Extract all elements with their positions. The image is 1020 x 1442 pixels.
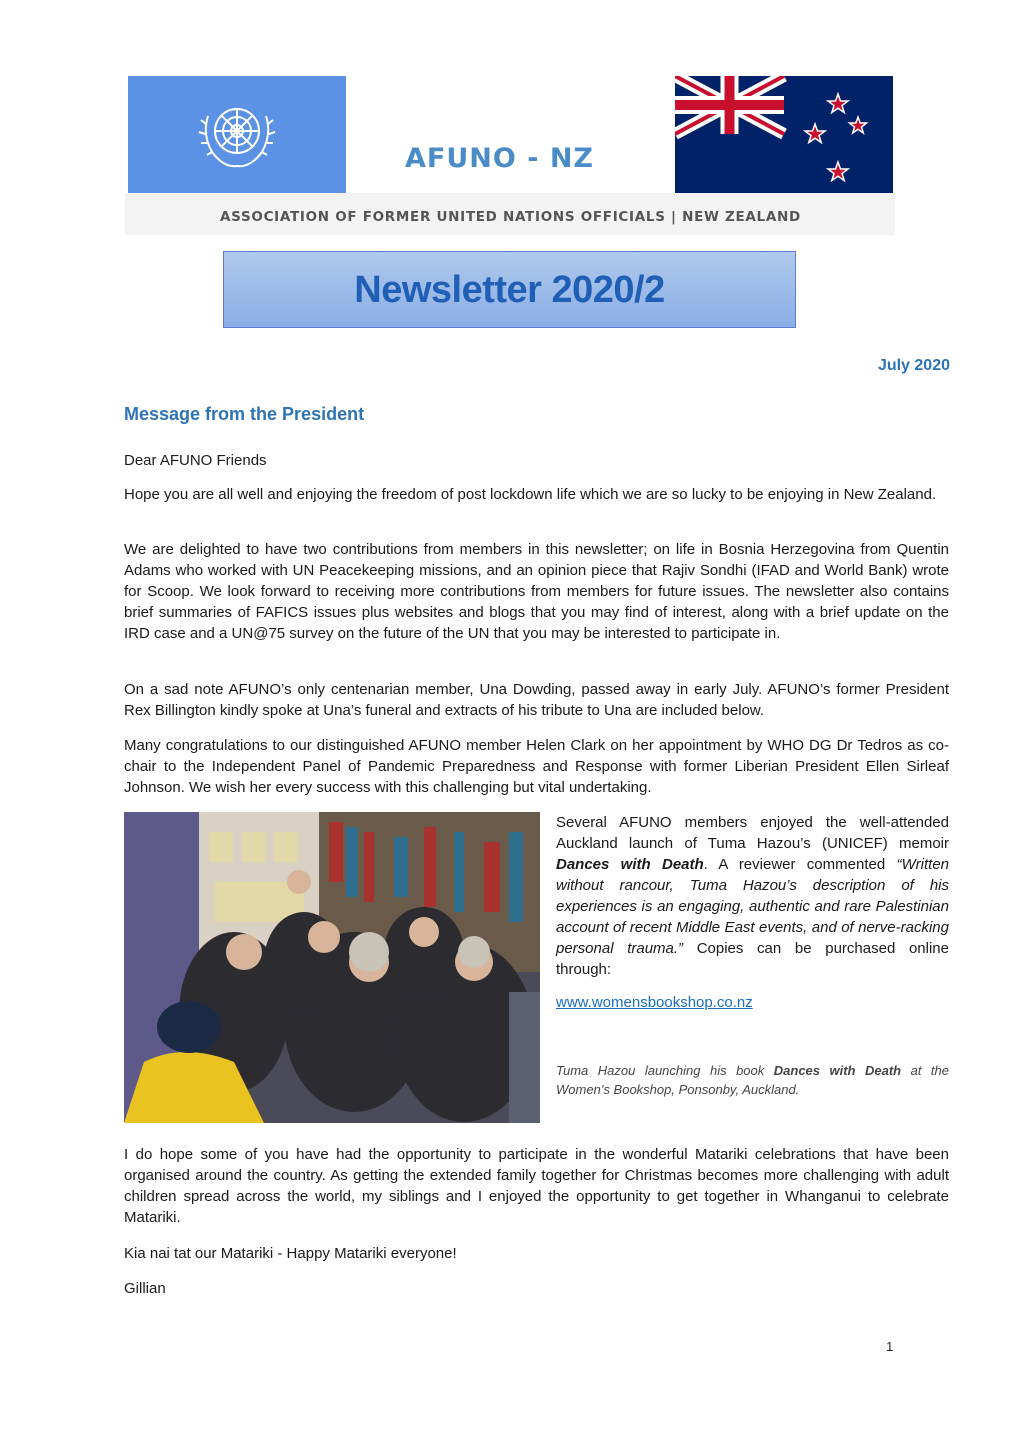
nz-flag-logo [675,76,893,193]
newsletter-title: Newsletter 2020/2 [354,269,665,311]
signature: Gillian [124,1280,166,1297]
salutation: Dear AFUNO Friends [124,452,267,469]
feature-intro: Several AFUNO members enjoyed the well-attended Auckland launch of Tuma Hazou’s (UNICEF) memoir [556,814,949,852]
nz-flag-icon [675,76,893,193]
caption-book-title: Dances with Death [773,1063,902,1078]
feature-end: Copies can be purchased online through: [556,940,949,978]
paragraph: Hope you are all well and enjoying the freedom of post lockdown life which we are so lucky to be enjoying in New Zealand. [124,486,937,503]
un-emblem-icon [128,76,346,193]
paragraph: On a sad note AFUNO’s only centenarian member, Una Dowding, passed away in early July. AFUNO’s former President Rex Billington kindly spoke at Una’s funeral and extracts of his tribute to Una are included below. [124,681,949,719]
bookshop-crowd-image [124,812,540,1123]
header-banner [125,73,895,235]
paragraph: Many congratulations to our distinguished AFUNO member Helen Clark on her appointment by WHO DG Dr Tedros as co-chair to the Independent Panel of Pandemic Preparedness and Response with former Liberian President Ellen Sirleaf Johnson. We wish her every success with this challenging but vital undertaking. [124,737,949,796]
bookshop-link[interactable]: www.womensbookshop.co.nz [556,994,753,1011]
review-quote: “Written without rancour, Tuma Hazou’s description of his experiences is an engaging, authentic and rare Palestinian account of recent Middle East events, and of nerve-racking personal trauma.” [556,856,949,957]
association-name: ASSOCIATION OF FORMER UNITED NATIONS OFFICIALS | NEW ZEALAND [220,209,801,225]
photo-caption [556,1061,949,1099]
org-title: AFUNO - NZ [405,143,594,174]
book-launch-photo [124,812,540,1123]
caption-pre: Tuma Hazou launching his book [556,1063,774,1078]
paragraph: I do hope some of you have had the opportunity to participate in the wonderful Matariki celebrations that have been organised around the country. As getting the extended family together for Christmas becomes more challenging with adult children spread across the world, my siblings and I enjoyed the opportunity to get together in Whanganui to celebrate Matariki. [124,1146,949,1226]
book-feature-text [556,812,949,980]
section-heading: Message from the President [124,404,365,424]
un-flag-logo [128,76,346,193]
caption-post: at the Women’s Bookshop, Ponsonby, Auckland. [556,1063,950,1097]
issue-date: July 2020 [877,357,950,374]
paragraph: We are delighted to have two contributions from members in this newsletter; on life in Bosnia Herzegovina from Quentin Adams who worked with UN Peacekeeping missions, and an opinion piece that Rajiv Sondhi (IFAD and World Bank) wrote for Scoop. We look forward to receiving more contributions from members for future issues. The newsletter also contains brief summaries of FAFICS issues plus websites and blogs that you may find of interest, along with a brief update on the IRD case and a UN@75 survey on the future of the UN that you may be interested to participate in. [124,541,949,642]
newsletter-title-box [223,251,796,328]
feature-mid: . A reviewer commented [703,856,897,873]
page-number: 1 [886,1339,894,1354]
book-title: Dances with Death [556,856,704,873]
paragraph: Kia nai tat our Matariki - Happy Matariki everyone! [124,1245,457,1262]
